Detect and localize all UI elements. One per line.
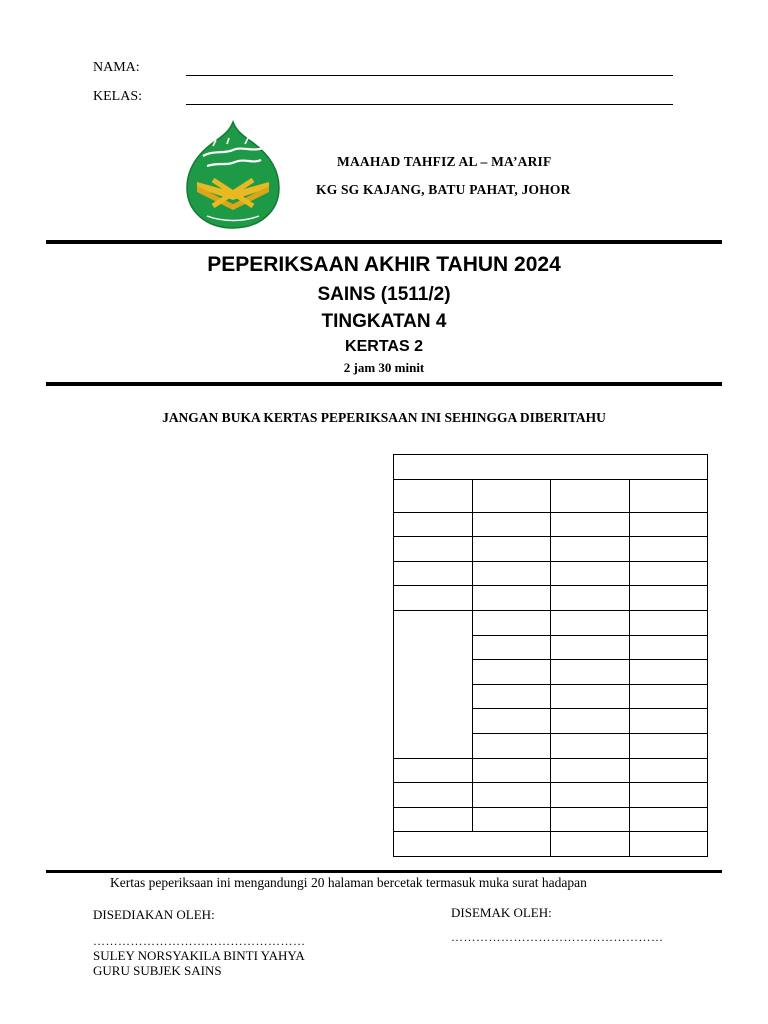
table-cell [551, 832, 630, 857]
table-cell [394, 455, 708, 480]
school-name: MAAHAD TAHFIZ AL – MA’ARIF [337, 154, 552, 169]
exam-level: TINGKATAN 4 [321, 311, 447, 332]
school-logo-icon [183, 120, 283, 230]
table-row [394, 537, 708, 562]
table-cell [629, 733, 708, 758]
table-cell [629, 561, 708, 586]
preparer-role: GURU SUBJEK SAINS [93, 963, 222, 978]
warning-text: JANGAN BUKA KERTAS PEPERIKSAAN INI SEHINGGA DIBERITAHU [162, 410, 606, 425]
checked-by-label: DISEMAK OLEH: [451, 905, 552, 920]
table-cell [472, 758, 551, 783]
divider-top [46, 240, 722, 244]
table-cell [551, 660, 630, 685]
exam-duration: 2 jam 30 minit [343, 360, 425, 375]
table-cell [629, 479, 708, 512]
table-cell [551, 684, 630, 709]
school-address: KG SG KAJANG, BATU PAHAT, JOHOR [316, 182, 571, 197]
table-row [394, 479, 708, 512]
table-row [394, 832, 708, 857]
table-cell [551, 512, 630, 537]
table-row [394, 455, 708, 480]
table-cell [629, 512, 708, 537]
table-cell [551, 635, 630, 660]
table-cell [551, 807, 630, 832]
table-cell [629, 758, 708, 783]
table-cell [472, 709, 551, 734]
table-cell [394, 610, 473, 758]
table-row [394, 807, 708, 832]
table-cell [394, 586, 473, 611]
table-cell [472, 635, 551, 660]
checked-signature-line: …………………………………………… [451, 930, 664, 944]
table-row [394, 783, 708, 808]
table-cell [472, 479, 551, 512]
exam-paper: KERTAS 2 [345, 338, 423, 355]
table-cell [551, 733, 630, 758]
table-row [394, 758, 708, 783]
table-cell [394, 832, 551, 857]
table-cell [472, 512, 551, 537]
table-cell [394, 537, 473, 562]
marks-table [393, 454, 708, 857]
table-cell [551, 537, 630, 562]
table-cell [629, 610, 708, 635]
table-cell [472, 610, 551, 635]
table-cell [394, 783, 473, 808]
table-cell [629, 586, 708, 611]
table-cell [472, 684, 551, 709]
table-cell [629, 660, 708, 685]
table-cell [551, 709, 630, 734]
table-cell [394, 807, 473, 832]
table-cell [629, 709, 708, 734]
table-cell [629, 832, 708, 857]
table-cell [472, 586, 551, 611]
table-cell [629, 684, 708, 709]
table-cell [551, 610, 630, 635]
table-cell [551, 758, 630, 783]
table-cell [551, 561, 630, 586]
table-cell [629, 635, 708, 660]
table-row [394, 561, 708, 586]
table-cell [629, 807, 708, 832]
table-cell [394, 561, 473, 586]
table-cell [472, 537, 551, 562]
exam-subject: SAINS (1511/2) [317, 284, 451, 305]
table-cell [472, 783, 551, 808]
kelas-label: KELAS: [93, 89, 142, 104]
table-cell [472, 807, 551, 832]
table-cell [472, 733, 551, 758]
exam-title: PEPERIKSAAN AKHIR TAHUN 2024 [207, 253, 561, 276]
nama-field[interactable] [186, 75, 673, 76]
table-row [394, 512, 708, 537]
divider-bottom [46, 870, 722, 873]
table-cell [551, 479, 630, 512]
table-cell [629, 537, 708, 562]
table-cell [394, 512, 473, 537]
table-cell [394, 758, 473, 783]
table-cell [472, 660, 551, 685]
kelas-field[interactable] [186, 104, 673, 105]
page-count-note: Kertas peperiksaan ini mengandungi 20 halaman bercetak termasuk muka surat hadapan [110, 875, 587, 890]
table-row [394, 610, 708, 635]
table-cell [629, 783, 708, 808]
prepared-signature-line: …………………………………………… [93, 934, 306, 948]
table-cell [394, 479, 473, 512]
table-cell [551, 783, 630, 808]
prepared-by-label: DISEDIAKAN OLEH: [93, 907, 215, 922]
table-row [394, 586, 708, 611]
nama-label: NAMA: [93, 60, 140, 75]
table-cell [551, 586, 630, 611]
preparer-name: SULEY NORSYAKILA BINTI YAHYA [93, 948, 305, 963]
divider-middle [46, 382, 722, 386]
table-cell [472, 561, 551, 586]
